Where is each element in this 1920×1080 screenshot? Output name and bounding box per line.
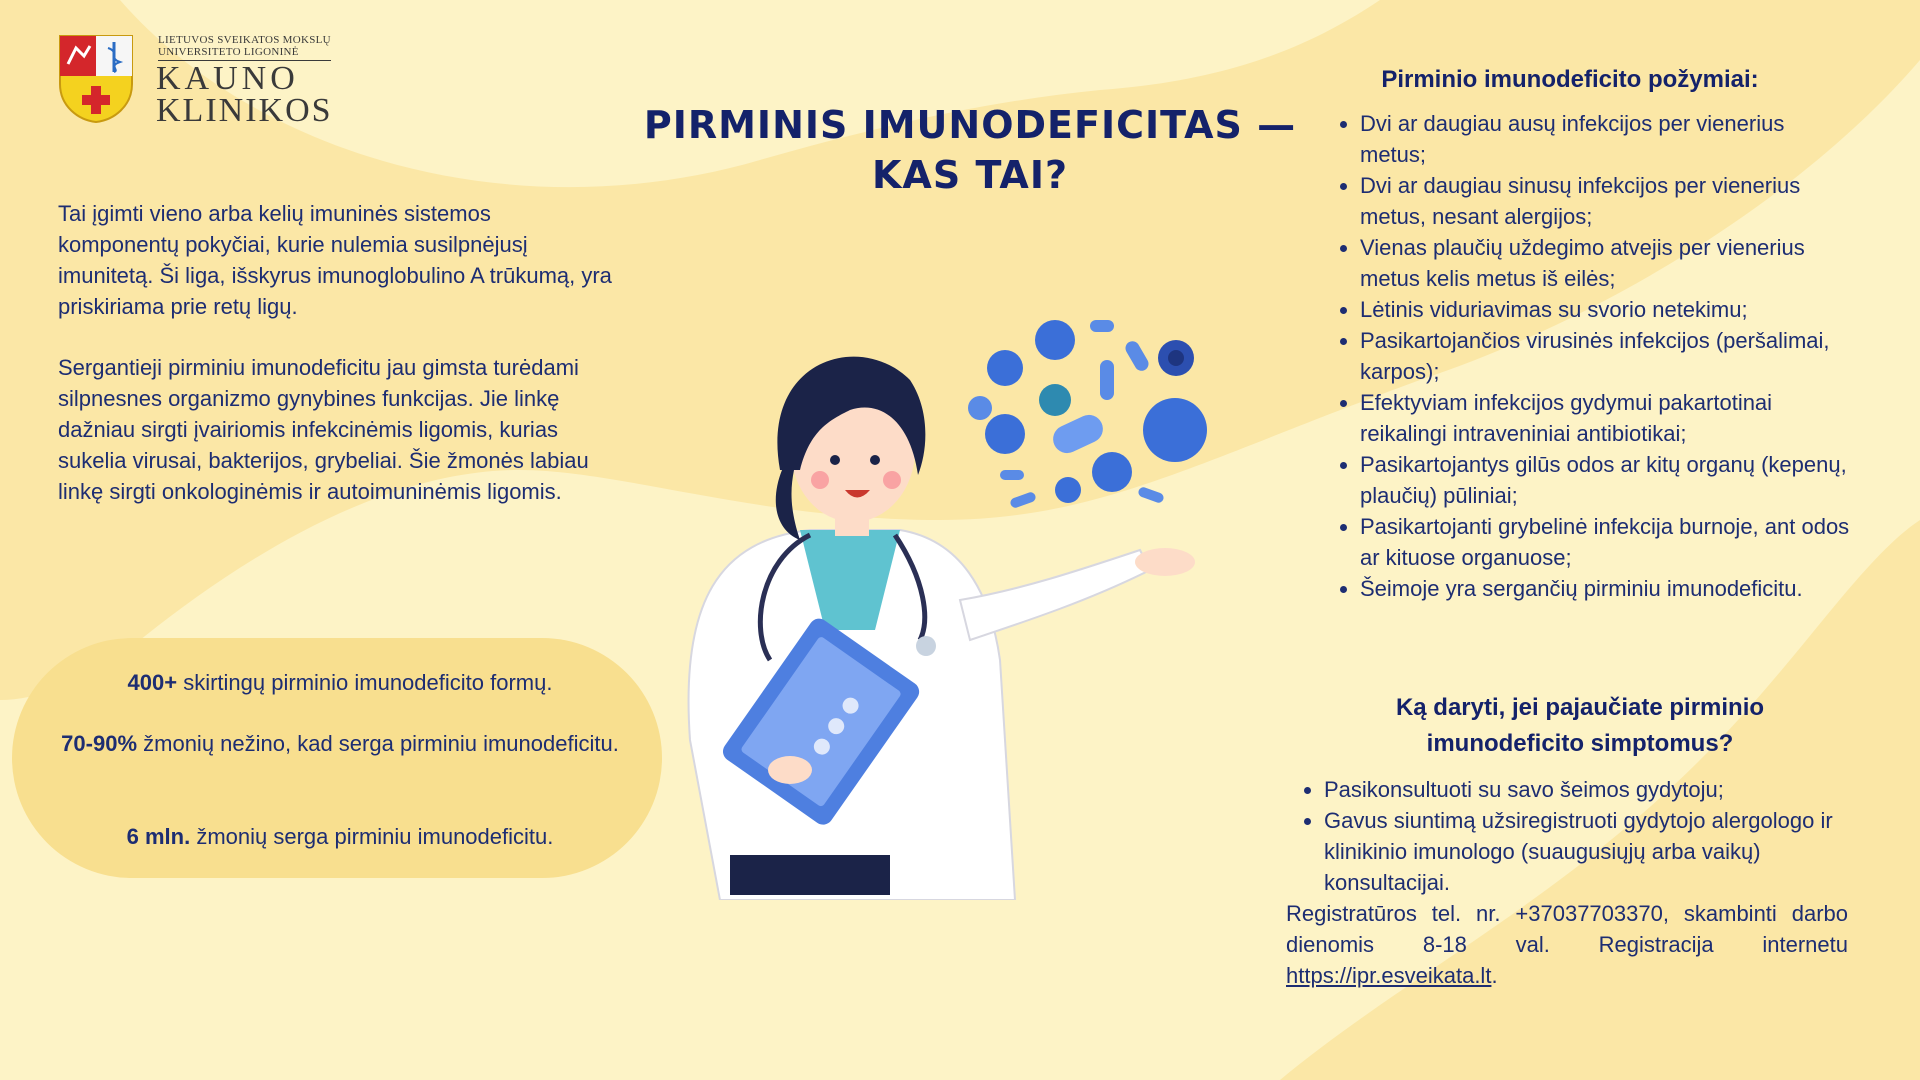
list-item: Lėtinis viduriavimas su svorio netekimu;	[1332, 294, 1852, 325]
title-line-1: PIRMINIS IMUNODEFICITAS —	[643, 103, 1297, 147]
logo-name-line2: KLINIKOS	[156, 92, 333, 129]
list-item: Pasikonsultuoti su savo šeimos gydytoju;	[1296, 774, 1876, 805]
list-item: Dvi ar daugiau sinusų infekcijos per vienerius metus, nesant alergijos;	[1332, 170, 1852, 232]
symptoms-list	[1332, 108, 1852, 604]
list-item: Pasikartojančios virusinės infekcijos (peršalimai, karpos);	[1332, 325, 1852, 387]
logo-subtitle: LIETUVOS SVEIKATOS MOKSLŲ UNIVERSITETO LIGONINĖ	[158, 34, 331, 61]
hospital-logo	[58, 34, 338, 129]
list-item: Pasikartojantys gilūs odos ar kitų organų (kepenų, plaučių) pūliniai;	[1332, 449, 1852, 511]
list-item: Šeimoje yra sergančių pirminiu imunodeficitu.	[1332, 573, 1852, 604]
doctor-illustration	[660, 300, 1260, 900]
list-item: Gavus siuntimą užsiregistruoti gydytojo alergologo ir klinikinio imunologo (suaugusiųjų arba vaikų) konsultacijai.	[1296, 805, 1876, 898]
registration-link[interactable]: https://ipr.esveikata.lt	[1286, 963, 1492, 988]
title-line-2: KAS TAI?	[871, 153, 1068, 197]
stat-patients: 6 mln. žmonių serga pirminiu imunodeficitu.	[126, 824, 554, 849]
virus-cluster-icon	[968, 320, 1207, 509]
actions-heading: Ką daryti, jei pajaučiate pirminio imunodeficito simptomus?	[1395, 694, 1765, 757]
stat-unaware: 70-90% žmonių nežino, kad serga pirminiu imunodeficitu.	[61, 731, 619, 756]
list-item: Vienas plaučių uždegimo atvejis per vienerius metus kelis metus iš eilės;	[1332, 232, 1852, 294]
contact-info: Registratūros tel. nr. +37037703370, skambinti darbo dienomis 8-18 val. Registracija internetu https://ipr.esveikata.lt.	[1286, 901, 1848, 988]
stat-forms: 400+ skirtingų pirminio imunodeficito formų.	[127, 670, 553, 695]
list-item: Pasikartojanti grybelinė infekcija burnoje, ant odos ar kituose organuose;	[1332, 511, 1852, 573]
page-title	[620, 100, 1320, 200]
intro-paragraph-1: Tai įgimti vieno arba kelių imuninės sistemos komponentų pokyčiai, kurie nulemia susilpnėjusį imunitetą. Ši liga, išskyrus imunoglobulino A trūkumą, yra priskiriama prie retų ligų.	[58, 201, 612, 319]
intro-paragraph-2: Sergantieji pirminiu imunodeficitu jau gimsta turėdami silpnesnes organizmo gynybines funkcijas. Jie linkę dažniau sirgti įvairiomis infekcinėmis ligomis, kurias sukelia virusai, bakterijos, grybeliai. Šie žmonės labiau linkę sirgti onkologinėmis ir autoimuninėmis ligomis.	[58, 355, 589, 504]
list-item: Dvi ar daugiau ausų infekcijos per vienerius metus;	[1332, 108, 1852, 170]
symptoms-heading: Pirminio imunodeficito požymiai:	[1381, 66, 1759, 93]
list-item: Efektyviam infekcijos gydymui pakartotinai reikalingi intraveniniai antibiotikai;	[1332, 387, 1852, 449]
logo-name-line1: KAUNO	[156, 60, 299, 97]
shield-logo-icon	[58, 34, 134, 124]
actions-list	[1296, 774, 1876, 898]
